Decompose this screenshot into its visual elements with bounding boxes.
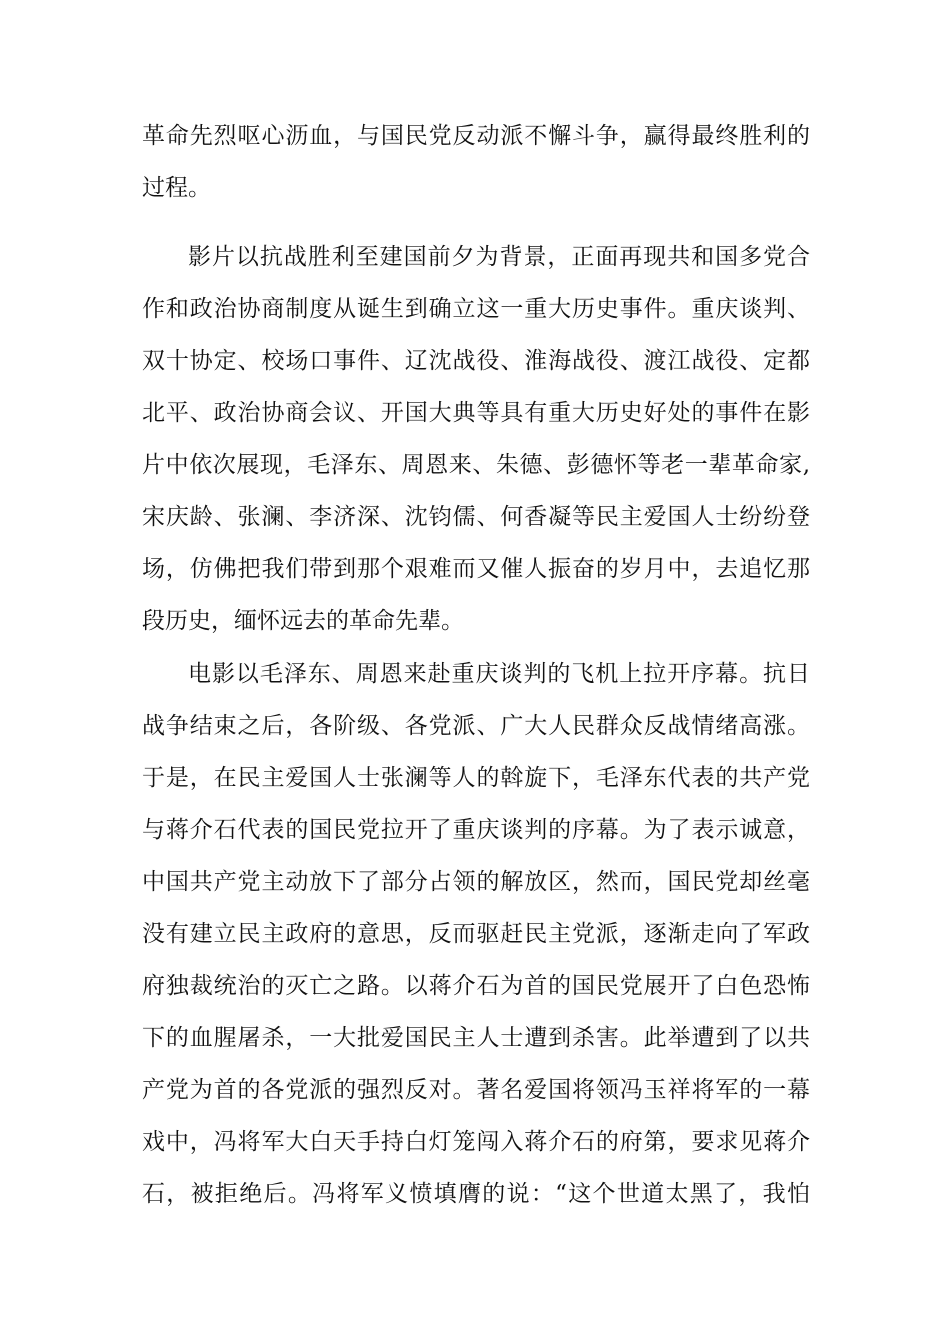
text-line: 革命先烈呕心沥血，与国民党反动派不懈斗争，赢得最终胜利的 <box>142 123 810 149</box>
text-line: 与蒋介石代表的国民党拉开了重庆谈判的序幕。为了表示诚意， <box>142 817 810 843</box>
text-line: 没有建立民主政府的意思，反而驱赶民主党派，逐渐走向了军政 <box>142 921 810 947</box>
text-line: 中国共产党主动放下了部分占领的解放区，然而，国民党却丝毫 <box>142 869 810 895</box>
text-line: 作和政治协商制度从诞生到确立这一重大历史事件。重庆谈判、 <box>142 296 810 322</box>
text-line: 下的血腥屠杀，一大批爱国民主人士遭到杀害。此举遭到了以共 <box>142 1025 810 1051</box>
text-line: 产党为首的各党派的强烈反对。著名爱国将领冯玉祥将军的一幕 <box>142 1077 810 1103</box>
text-line: 石，被拒绝后。冯将军义愤填膺的说：“这个世道太黑了，我怕 <box>142 1181 810 1207</box>
text-line: 电影以毛泽东、周恩来赴重庆谈判的飞机上拉开序幕。抗日 <box>188 661 810 687</box>
paragraph-3 <box>142 648 810 1220</box>
text-line: 战争结束之后，各阶级、各党派、广大人民群众反战情绪高涨。 <box>142 713 810 739</box>
paragraph-1 <box>142 110 810 214</box>
text-line: 戏中，冯将军大白天手持白灯笼闯入蒋介石的府第，要求见蒋介 <box>142 1129 810 1155</box>
text-line: 片中依次展现，毛泽东、周恩来、朱德、彭德怀等老一辈革命家, <box>142 452 810 478</box>
text-line: 府独裁统治的灭亡之路。以蒋介石为首的国民党展开了白色恐怖 <box>142 973 810 999</box>
paragraph-2 <box>142 231 810 647</box>
text-line: 过程。 <box>142 175 211 201</box>
text-line: 段历史，缅怀远去的革命先辈。 <box>142 608 464 634</box>
text-line: 于是，在民主爱国人士张澜等人的斡旋下，毛泽东代表的共产党 <box>142 765 810 791</box>
text-line: 双十协定、校场口事件、辽沈战役、淮海战役、渡江战役、定都 <box>142 348 810 374</box>
text-line: 宋庆龄、张澜、李济深、沈钧儒、何香凝等民主爱国人士纷纷登 <box>142 504 810 530</box>
text-line: 北平、政治协商会议、开国大典等具有重大历史好处的事件在影 <box>142 400 810 426</box>
text-line: 影片以抗战胜利至建国前夕为背景，正面再现共和国多党合 <box>188 244 810 270</box>
text-line: 场，仿佛把我们带到那个艰难而又催人振奋的岁月中，去追忆那 <box>142 556 810 582</box>
